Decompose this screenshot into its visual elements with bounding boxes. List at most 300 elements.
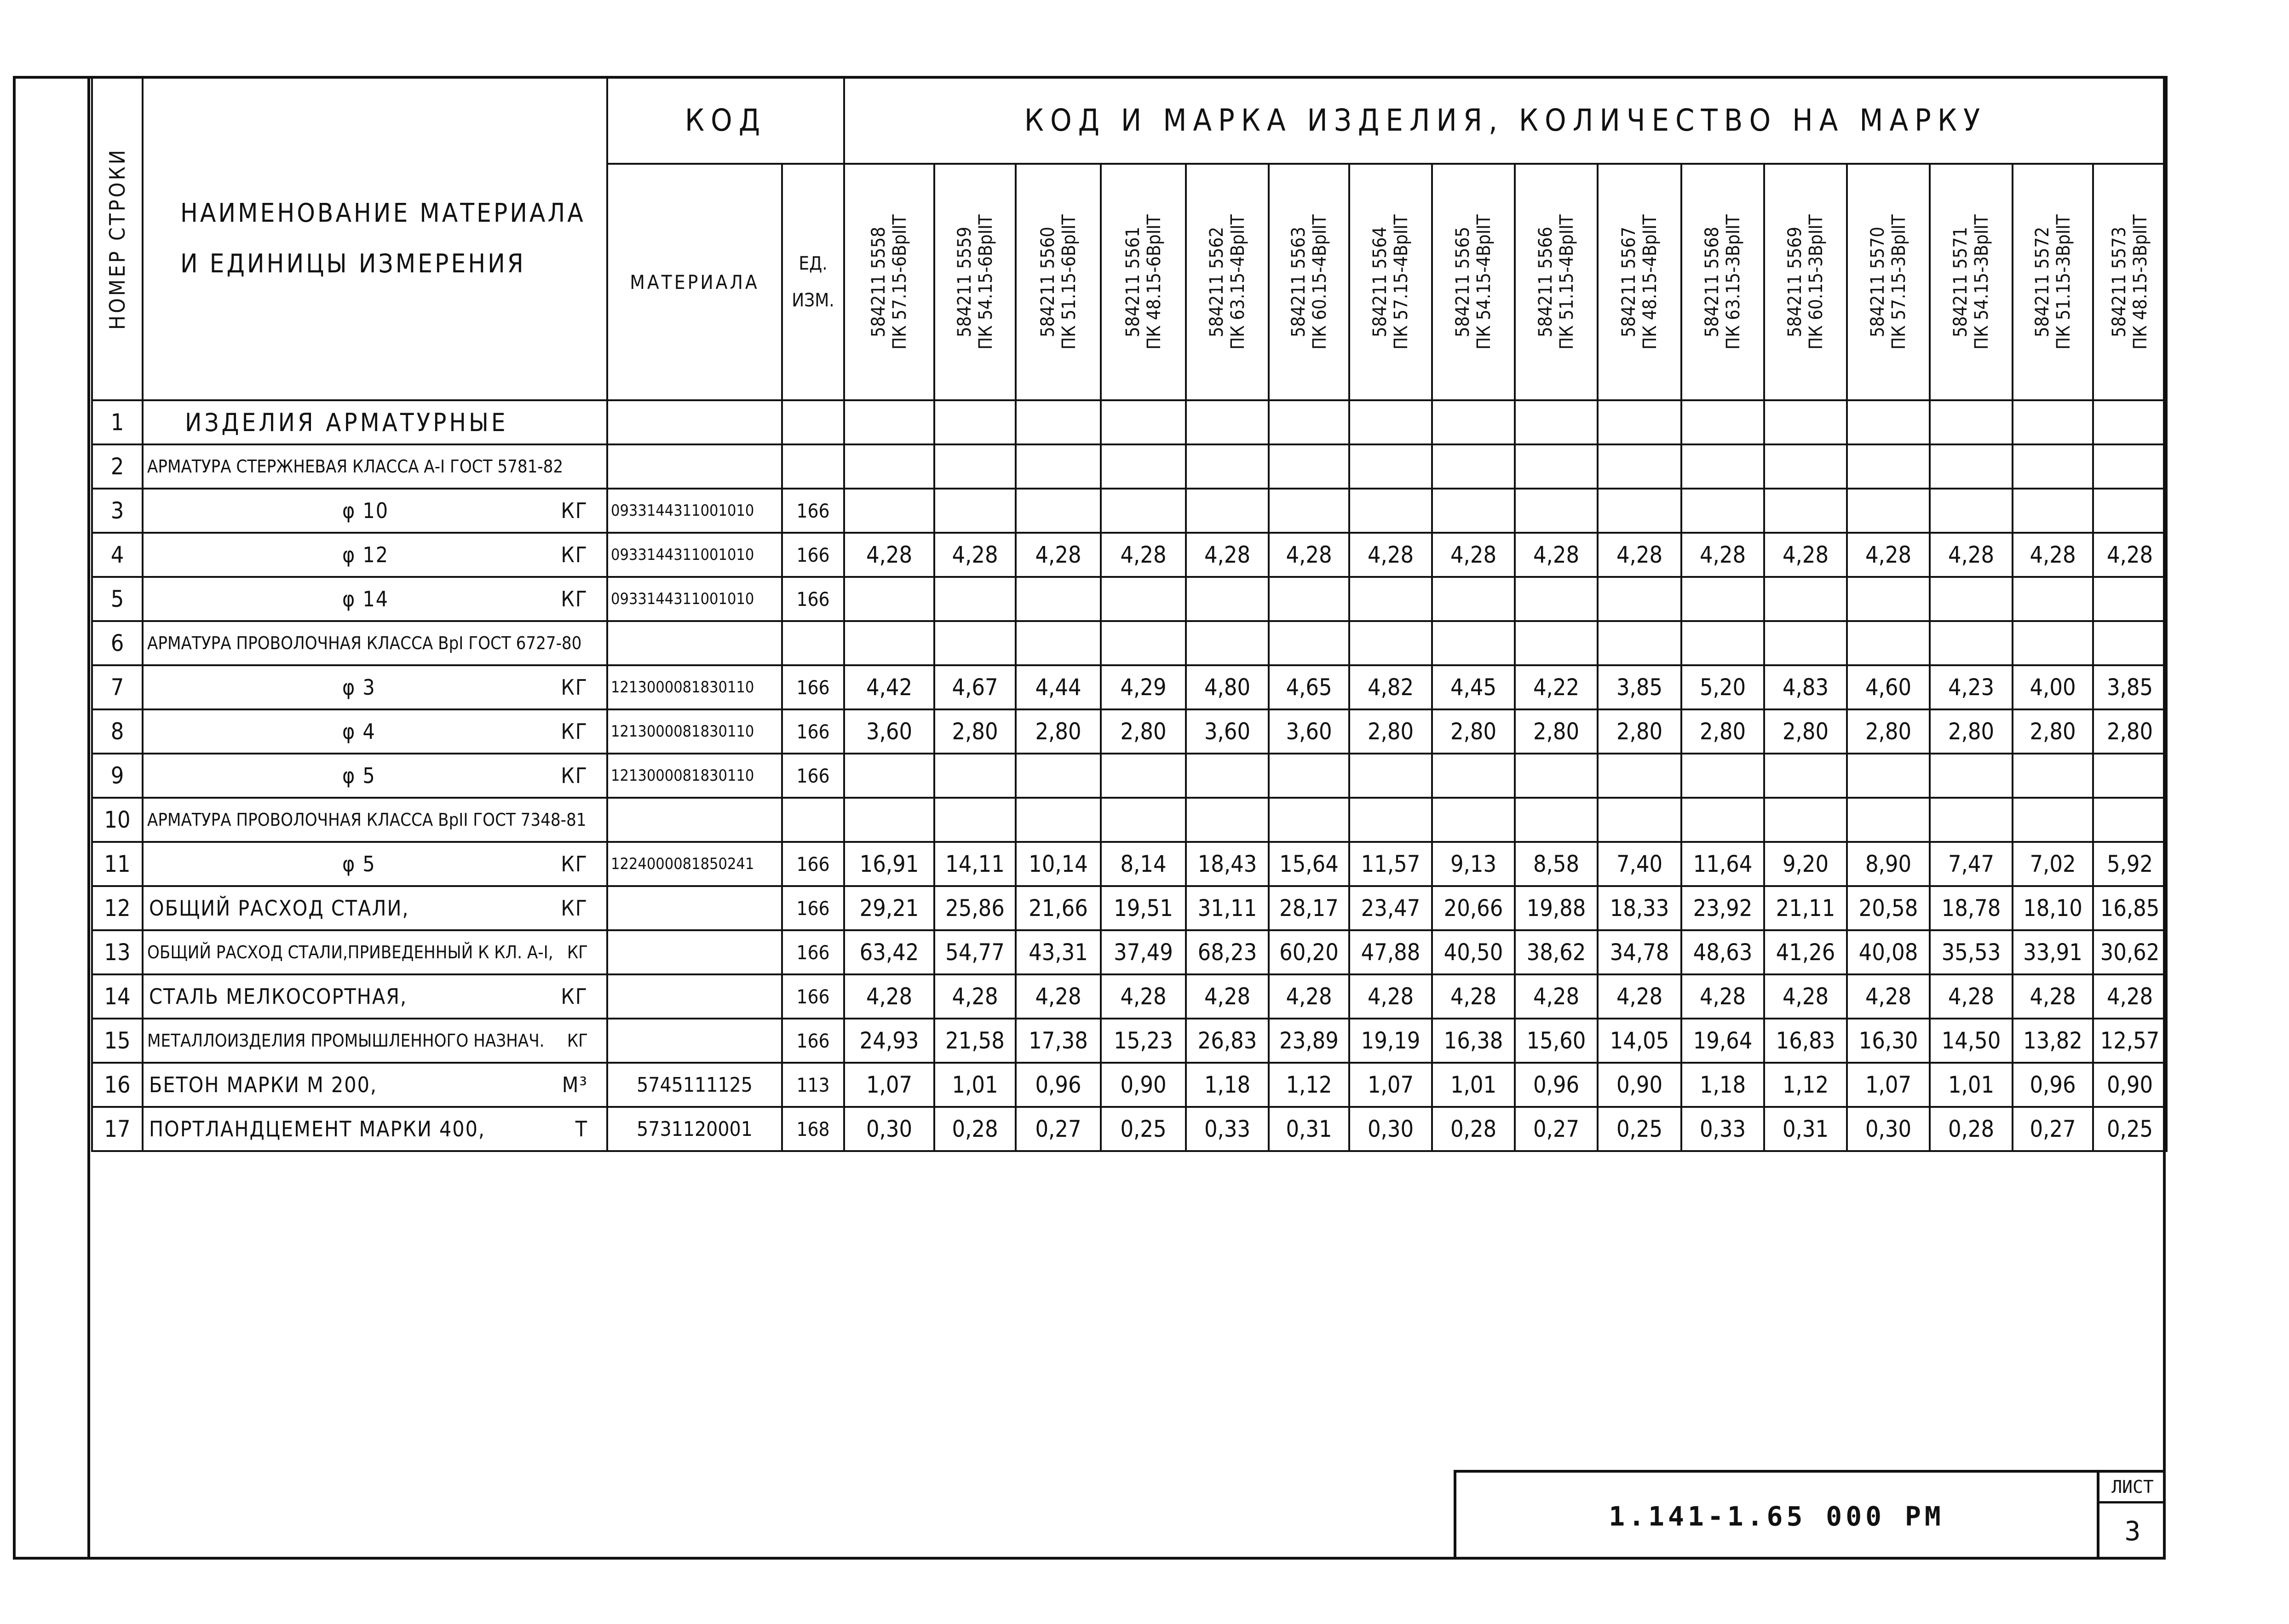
material-code: 0933144311001010: [607, 533, 782, 577]
quantity-cell: 28,17: [1269, 886, 1349, 930]
quantity-cell: [2093, 577, 2167, 621]
material-name-text: φ 10: [342, 498, 389, 523]
material-name-row: [149, 675, 606, 700]
quantity-cell: [1269, 754, 1349, 798]
quantity-cell: 16,38: [1432, 1019, 1515, 1063]
material-unit-text: М³: [562, 1072, 588, 1097]
quantity-cell: 0,30: [1349, 1107, 1432, 1151]
table-row: [92, 577, 2167, 621]
material-code: [607, 930, 782, 974]
product-mark: ПК 54.15-3ВрIIТ: [1971, 214, 1992, 350]
quantity-cell: [1681, 489, 1764, 533]
quantity-cell: 23,89: [1269, 1019, 1349, 1063]
product-code: 584211 5562: [1206, 226, 1227, 338]
row-number: 7: [92, 665, 143, 709]
row-number: 17: [92, 1107, 143, 1151]
product-mark: ПК 48.15-6ВрIIТ: [1143, 214, 1165, 350]
quantity-cell: 19,19: [1349, 1019, 1432, 1063]
quantity-cell: 31,11: [1186, 886, 1269, 930]
quantity-cell: [1186, 798, 1269, 842]
material-name-row: [149, 587, 606, 611]
material-name-row: [149, 896, 606, 921]
quantity-cell: 13,82: [2013, 1019, 2093, 1063]
quantity-cell: 4,28: [2013, 533, 2093, 577]
quantity-cell: [1847, 489, 1930, 533]
quantity-cell: 21,11: [1764, 886, 1847, 930]
quantity-cell: 23,47: [1349, 886, 1432, 930]
quantity-cell: 18,78: [1930, 886, 2013, 930]
quantity-cell: 63,42: [844, 930, 934, 974]
material-name: [143, 577, 607, 621]
table-row: [92, 709, 2167, 754]
quantity-cell: [1847, 621, 1930, 665]
quantity-cell: 7,40: [1598, 842, 1681, 886]
product-mark: ПК 54.15-4ВрIIТ: [1473, 214, 1495, 350]
quantity-cell: 0,25: [2093, 1107, 2167, 1151]
material-unit-text: КГ: [567, 942, 588, 962]
unit-code: [782, 621, 844, 665]
quantity-cell: 2,80: [1101, 709, 1186, 754]
quantity-cell: [1764, 577, 1847, 621]
quantity-cell: [1681, 444, 1764, 489]
material-code: [607, 974, 782, 1019]
quantity-cell: 5,20: [1681, 665, 1764, 709]
row-number: 9: [92, 754, 143, 798]
quantity-cell: 60,20: [1269, 930, 1349, 974]
quantity-cell: [1930, 754, 2013, 798]
product-code: 584211 5561: [1122, 226, 1144, 338]
quantity-cell: 18,33: [1598, 886, 1681, 930]
quantity-cell: [1515, 621, 1598, 665]
quantity-cell: [1432, 577, 1515, 621]
quantity-cell: [1186, 489, 1269, 533]
quantity-cell: [1016, 621, 1101, 665]
material-code: 1213000081830110: [607, 754, 782, 798]
material-name: [143, 1063, 607, 1107]
quantity-cell: [1764, 621, 1847, 665]
quantity-cell: [1101, 798, 1186, 842]
quantity-cell: [1847, 798, 1930, 842]
product-label: [1118, 172, 1169, 392]
material-name-text: φ 12: [342, 542, 389, 567]
quantity-cell: 4,28: [1101, 533, 1186, 577]
quantity-cell: 43,31: [1016, 930, 1101, 974]
quantity-cell: 3,85: [1598, 665, 1681, 709]
unit-code: 166: [782, 754, 844, 798]
product-label: [1780, 172, 1831, 392]
product-label: [1202, 172, 1253, 392]
quantity-cell: [1598, 621, 1681, 665]
product-code: 584211 5559: [954, 226, 975, 338]
material-name-row: [149, 542, 606, 567]
material-name-row: [149, 498, 606, 523]
product-code: 584211 5568: [1702, 226, 1723, 338]
quantity-cell: [2093, 754, 2167, 798]
product-column-header: [934, 164, 1016, 400]
quantity-cell: [1930, 489, 2013, 533]
quantity-cell: 0,28: [1930, 1107, 2013, 1151]
quantity-cell: 2,80: [934, 709, 1016, 754]
product-column-header: [2093, 164, 2167, 400]
quantity-cell: 15,60: [1515, 1019, 1598, 1063]
quantity-cell: 4,00: [2013, 665, 2093, 709]
title-block: [1454, 1470, 2166, 1560]
quantity-cell: [1515, 577, 1598, 621]
quantity-cell: [2093, 621, 2167, 665]
unit-code: 166: [782, 709, 844, 754]
material-name-text: СТАЛЬ МЕЛКОСОРТНАЯ,: [149, 984, 408, 1009]
quantity-cell: 4,28: [1101, 974, 1186, 1019]
quantity-cell: 4,28: [1681, 533, 1764, 577]
quantity-cell: 18,10: [2013, 886, 2093, 930]
quantity-cell: [1349, 577, 1432, 621]
quantity-cell: [844, 489, 934, 533]
quantity-cell: [1598, 444, 1681, 489]
product-mark: ПК 51.15-6ВрIIТ: [1058, 214, 1080, 350]
material-name: [143, 930, 607, 974]
quantity-cell: 3,60: [844, 709, 934, 754]
quantity-cell: [2013, 798, 2093, 842]
quantity-cell: [1186, 444, 1269, 489]
quantity-cell: 47,88: [1349, 930, 1432, 974]
quantity-cell: 19,51: [1101, 886, 1186, 930]
product-mark: ПК 57.15-4ВрIIТ: [1391, 214, 1412, 350]
material-name-row: [147, 942, 606, 962]
material-unit-text: КГ: [561, 719, 588, 744]
quantity-cell: 4,28: [1515, 974, 1598, 1019]
quantity-cell: [1101, 621, 1186, 665]
quantity-cell: 2,80: [1764, 709, 1847, 754]
quantity-cell: 0,28: [934, 1107, 1016, 1151]
quantity-cell: [934, 798, 1016, 842]
quantity-cell: 2,80: [1432, 709, 1515, 754]
product-mark: ПК 51.15-3ВрIIТ: [2053, 214, 2074, 350]
quantity-cell: [1681, 754, 1764, 798]
product-label: [1284, 172, 1334, 392]
material-name: [143, 533, 607, 577]
quantity-cell: 4,28: [1349, 533, 1432, 577]
unit-code: 166: [782, 842, 844, 886]
row-number: 10: [92, 798, 143, 842]
binding-margin-line: [87, 76, 90, 1560]
quantity-cell: [1764, 400, 1847, 444]
quantity-cell: 2,80: [1016, 709, 1101, 754]
quantity-cell: 4,28: [1186, 974, 1269, 1019]
quantity-cell: 5,92: [2093, 842, 2167, 886]
quantity-cell: 1,18: [1681, 1063, 1764, 1107]
quantity-cell: 8,58: [1515, 842, 1598, 886]
material-unit-text: КГ: [561, 984, 588, 1009]
quantity-cell: 0,33: [1186, 1107, 1269, 1151]
quantity-cell: [1847, 754, 1930, 798]
quantity-cell: [1349, 798, 1432, 842]
sheet-box: [2097, 1473, 2166, 1560]
material-code: [607, 886, 782, 930]
product-label: [1946, 172, 1996, 392]
quantity-cell: 4,28: [844, 533, 934, 577]
product-label: [950, 172, 1001, 392]
product-label: [2028, 172, 2078, 392]
product-mark: ПК 60.15-4ВрIIТ: [1309, 214, 1330, 350]
quantity-cell: [1515, 400, 1598, 444]
quantity-cell: [1930, 798, 2013, 842]
material-code: 5745111125: [607, 1063, 782, 1107]
quantity-cell: [1016, 754, 1101, 798]
quantity-cell: 18,43: [1186, 842, 1269, 886]
quantity-cell: [1598, 754, 1681, 798]
quantity-cell: [1432, 400, 1515, 444]
quantity-cell: 4,28: [1016, 974, 1101, 1019]
quantity-cell: 4,45: [1432, 665, 1515, 709]
material-name: [143, 709, 607, 754]
product-code: 584211 5560: [1037, 226, 1058, 338]
quantity-cell: [1598, 489, 1681, 533]
quantity-cell: [1515, 444, 1598, 489]
quantity-cell: 11,57: [1349, 842, 1432, 886]
table-row: [92, 665, 2167, 709]
product-mark: ПК 63.15-4ВрIIТ: [1227, 214, 1248, 350]
quantity-cell: [1681, 400, 1764, 444]
quantity-cell: 24,93: [844, 1019, 934, 1063]
quantity-cell: 4,60: [1847, 665, 1930, 709]
quantity-cell: 0,27: [1515, 1107, 1598, 1151]
material-name-row: [147, 1031, 606, 1051]
quantity-cell: 4,28: [1186, 533, 1269, 577]
row-number: 5: [92, 577, 143, 621]
product-label: [1365, 172, 1416, 392]
row-number-header: [92, 77, 143, 400]
quantity-cell: [1847, 577, 1930, 621]
quantity-cell: 2,80: [1847, 709, 1930, 754]
product-mark: ПК 48.15-4ВрIIТ: [1639, 214, 1661, 350]
product-column-header: [844, 164, 934, 400]
material-name-text: φ 5: [342, 852, 376, 876]
table-row: [92, 444, 2167, 489]
quantity-cell: [1764, 754, 1847, 798]
material-code: 5731120001: [607, 1107, 782, 1151]
quantity-cell: [1930, 621, 2013, 665]
material-unit-text: КГ: [561, 542, 588, 567]
material-unit-text: КГ: [561, 498, 588, 523]
table-row: [92, 930, 2167, 974]
quantity-cell: [1515, 798, 1598, 842]
quantity-cell: 4,28: [1764, 533, 1847, 577]
product-column-header: [1432, 164, 1515, 400]
quantity-cell: [1269, 400, 1349, 444]
quantity-cell: 4,28: [1269, 974, 1349, 1019]
quantity-cell: [1349, 754, 1432, 798]
quantity-cell: 4,28: [1847, 533, 1930, 577]
quantity-cell: [844, 577, 934, 621]
product-mark: ПК 54.15-6ВрIIТ: [975, 214, 996, 350]
quantity-cell: 0,33: [1681, 1107, 1764, 1151]
row-number: 15: [92, 1019, 143, 1063]
code-header: КОД: [607, 77, 844, 164]
quantity-cell: 4,28: [1432, 533, 1515, 577]
material-name-row: [149, 1117, 606, 1141]
product-code: 584211 5563: [1288, 226, 1309, 338]
unit-code: 166: [782, 577, 844, 621]
quantity-cell: [1432, 444, 1515, 489]
row-number: 11: [92, 842, 143, 886]
quantity-cell: 4,28: [1349, 974, 1432, 1019]
quantity-cell: [1269, 621, 1349, 665]
quantity-cell: [1764, 798, 1847, 842]
quantity-cell: 33,91: [2013, 930, 2093, 974]
unit-label-1: ЕД.: [799, 253, 828, 274]
quantity-cell: [844, 444, 934, 489]
row-number: 4: [92, 533, 143, 577]
quantity-cell: [1764, 489, 1847, 533]
material-name-text: φ 3: [342, 675, 376, 700]
table-row: [92, 798, 2167, 842]
material-unit-text: КГ: [561, 763, 588, 788]
quantity-cell: 4,28: [1269, 533, 1349, 577]
quantity-cell: 30,62: [2093, 930, 2167, 974]
quantity-cell: [1349, 489, 1432, 533]
quantity-cell: 4,23: [1930, 665, 2013, 709]
table-row: [92, 621, 2167, 665]
row-number: 13: [92, 930, 143, 974]
quantity-cell: [1186, 577, 1269, 621]
quantity-cell: [844, 400, 934, 444]
quantity-cell: [1432, 489, 1515, 533]
quantity-cell: 0,90: [1598, 1063, 1681, 1107]
quantity-cell: [1432, 621, 1515, 665]
quantity-cell: 4,67: [934, 665, 1016, 709]
quantity-cell: [1101, 754, 1186, 798]
table-row: [92, 974, 2167, 1019]
product-column-header: [1349, 164, 1432, 400]
quantity-cell: 9,13: [1432, 842, 1515, 886]
quantity-cell: 14,05: [1598, 1019, 1681, 1063]
quantity-cell: 4,28: [1681, 974, 1764, 1019]
quantity-cell: [2013, 489, 2093, 533]
quantity-cell: [2093, 798, 2167, 842]
quantity-cell: 0,28: [1432, 1107, 1515, 1151]
quantity-cell: [934, 489, 1016, 533]
quantity-cell: [1681, 798, 1764, 842]
material-name: [143, 974, 607, 1019]
material-name: [143, 665, 607, 709]
product-column-header: [1847, 164, 1930, 400]
quantity-cell: [1269, 444, 1349, 489]
quantity-cell: 2,80: [2013, 709, 2093, 754]
quantity-cell: 1,01: [1930, 1063, 2013, 1107]
table-row: [92, 533, 2167, 577]
quantity-cell: 4,28: [1515, 533, 1598, 577]
unit-header: [782, 164, 844, 400]
material-code-header: МАТЕРИАЛА: [607, 164, 782, 400]
quantity-cell: [1269, 798, 1349, 842]
quantity-cell: 4,80: [1186, 665, 1269, 709]
quantity-cell: 37,49: [1101, 930, 1186, 974]
quantity-cell: 15,64: [1269, 842, 1349, 886]
quantity-cell: [2093, 489, 2167, 533]
material-name-text: φ 4: [342, 719, 376, 744]
quantity-cell: 4,28: [1598, 974, 1681, 1019]
quantity-cell: 16,91: [844, 842, 934, 886]
material-unit-text: КГ: [567, 1031, 588, 1051]
quantity-cell: 0,90: [2093, 1063, 2167, 1107]
specification-table: [91, 76, 2168, 1152]
quantity-cell: 0,27: [2013, 1107, 2093, 1151]
quantity-cell: 16,30: [1847, 1019, 1930, 1063]
quantity-cell: 41,26: [1764, 930, 1847, 974]
quantity-cell: [1016, 489, 1101, 533]
quantity-cell: 0,27: [1016, 1107, 1101, 1151]
quantity-cell: 2,80: [1681, 709, 1764, 754]
product-label: [1448, 172, 1499, 392]
quantity-cell: [1186, 400, 1269, 444]
row-number: 12: [92, 886, 143, 930]
quantity-cell: 0,96: [2013, 1063, 2093, 1107]
quantity-cell: 0,25: [1598, 1107, 1681, 1151]
quantity-cell: 4,28: [2013, 974, 2093, 1019]
quantity-cell: [1930, 577, 2013, 621]
quantity-cell: 29,21: [844, 886, 934, 930]
material-name-label-1: НАИМЕНОВАНИЕ МАТЕРИАЛА: [180, 198, 586, 228]
quantity-cell: 0,31: [1764, 1107, 1847, 1151]
material-unit-text: КГ: [561, 675, 588, 700]
quantity-cell: [934, 444, 1016, 489]
quantity-cell: 1,18: [1186, 1063, 1269, 1107]
product-mark: ПК 51.15-4ВрIIТ: [1556, 214, 1577, 350]
quantity-cell: 19,88: [1515, 886, 1598, 930]
material-name-text: ОБЩИЙ РАСХОД СТАЛИ,ПРИВЕДЕННЫЙ К КЛ. А-I,: [147, 942, 553, 962]
table-row: [92, 886, 2167, 930]
quantity-cell: [1930, 444, 2013, 489]
quantity-cell: [1349, 400, 1432, 444]
quantity-cell: 7,47: [1930, 842, 2013, 886]
material-code: [607, 798, 782, 842]
quantity-cell: 4,28: [2093, 974, 2167, 1019]
quantity-cell: 4,28: [1930, 974, 2013, 1019]
table-row: [92, 489, 2167, 533]
product-mark: ПК 57.15-3ВрIIТ: [1888, 214, 1909, 350]
quantity-cell: 10,14: [1016, 842, 1101, 886]
quantity-cell: [1101, 577, 1186, 621]
unit-label-2: ИЗМ.: [792, 290, 834, 311]
quantity-cell: [1432, 754, 1515, 798]
material-name: [143, 754, 607, 798]
material-name: [143, 842, 607, 886]
quantity-cell: [1101, 489, 1186, 533]
specification-body: [92, 400, 2167, 1151]
quantity-cell: 20,66: [1432, 886, 1515, 930]
material-code: 0933144311001010: [607, 577, 782, 621]
quantity-cell: 1,12: [1764, 1063, 1847, 1107]
material-code: 1213000081830110: [607, 665, 782, 709]
quantity-cell: [1016, 444, 1101, 489]
quantity-cell: 21,58: [934, 1019, 1016, 1063]
quantity-cell: 0,31: [1269, 1107, 1349, 1151]
unit-code: 168: [782, 1107, 844, 1151]
unit-code: [782, 798, 844, 842]
quantity-cell: 1,01: [934, 1063, 1016, 1107]
material-name-row: [149, 984, 606, 1009]
product-column-header: [1681, 164, 1764, 400]
quantity-cell: [1930, 400, 2013, 444]
quantity-cell: 4,28: [844, 974, 934, 1019]
quantity-cell: 2,80: [1515, 709, 1598, 754]
product-code: 584211 5564: [1369, 226, 1391, 338]
quantity-cell: 8,90: [1847, 842, 1930, 886]
unit-code: 166: [782, 665, 844, 709]
unit-code: 166: [782, 930, 844, 974]
quantity-cell: [2013, 400, 2093, 444]
quantity-cell: 4,82: [1349, 665, 1432, 709]
